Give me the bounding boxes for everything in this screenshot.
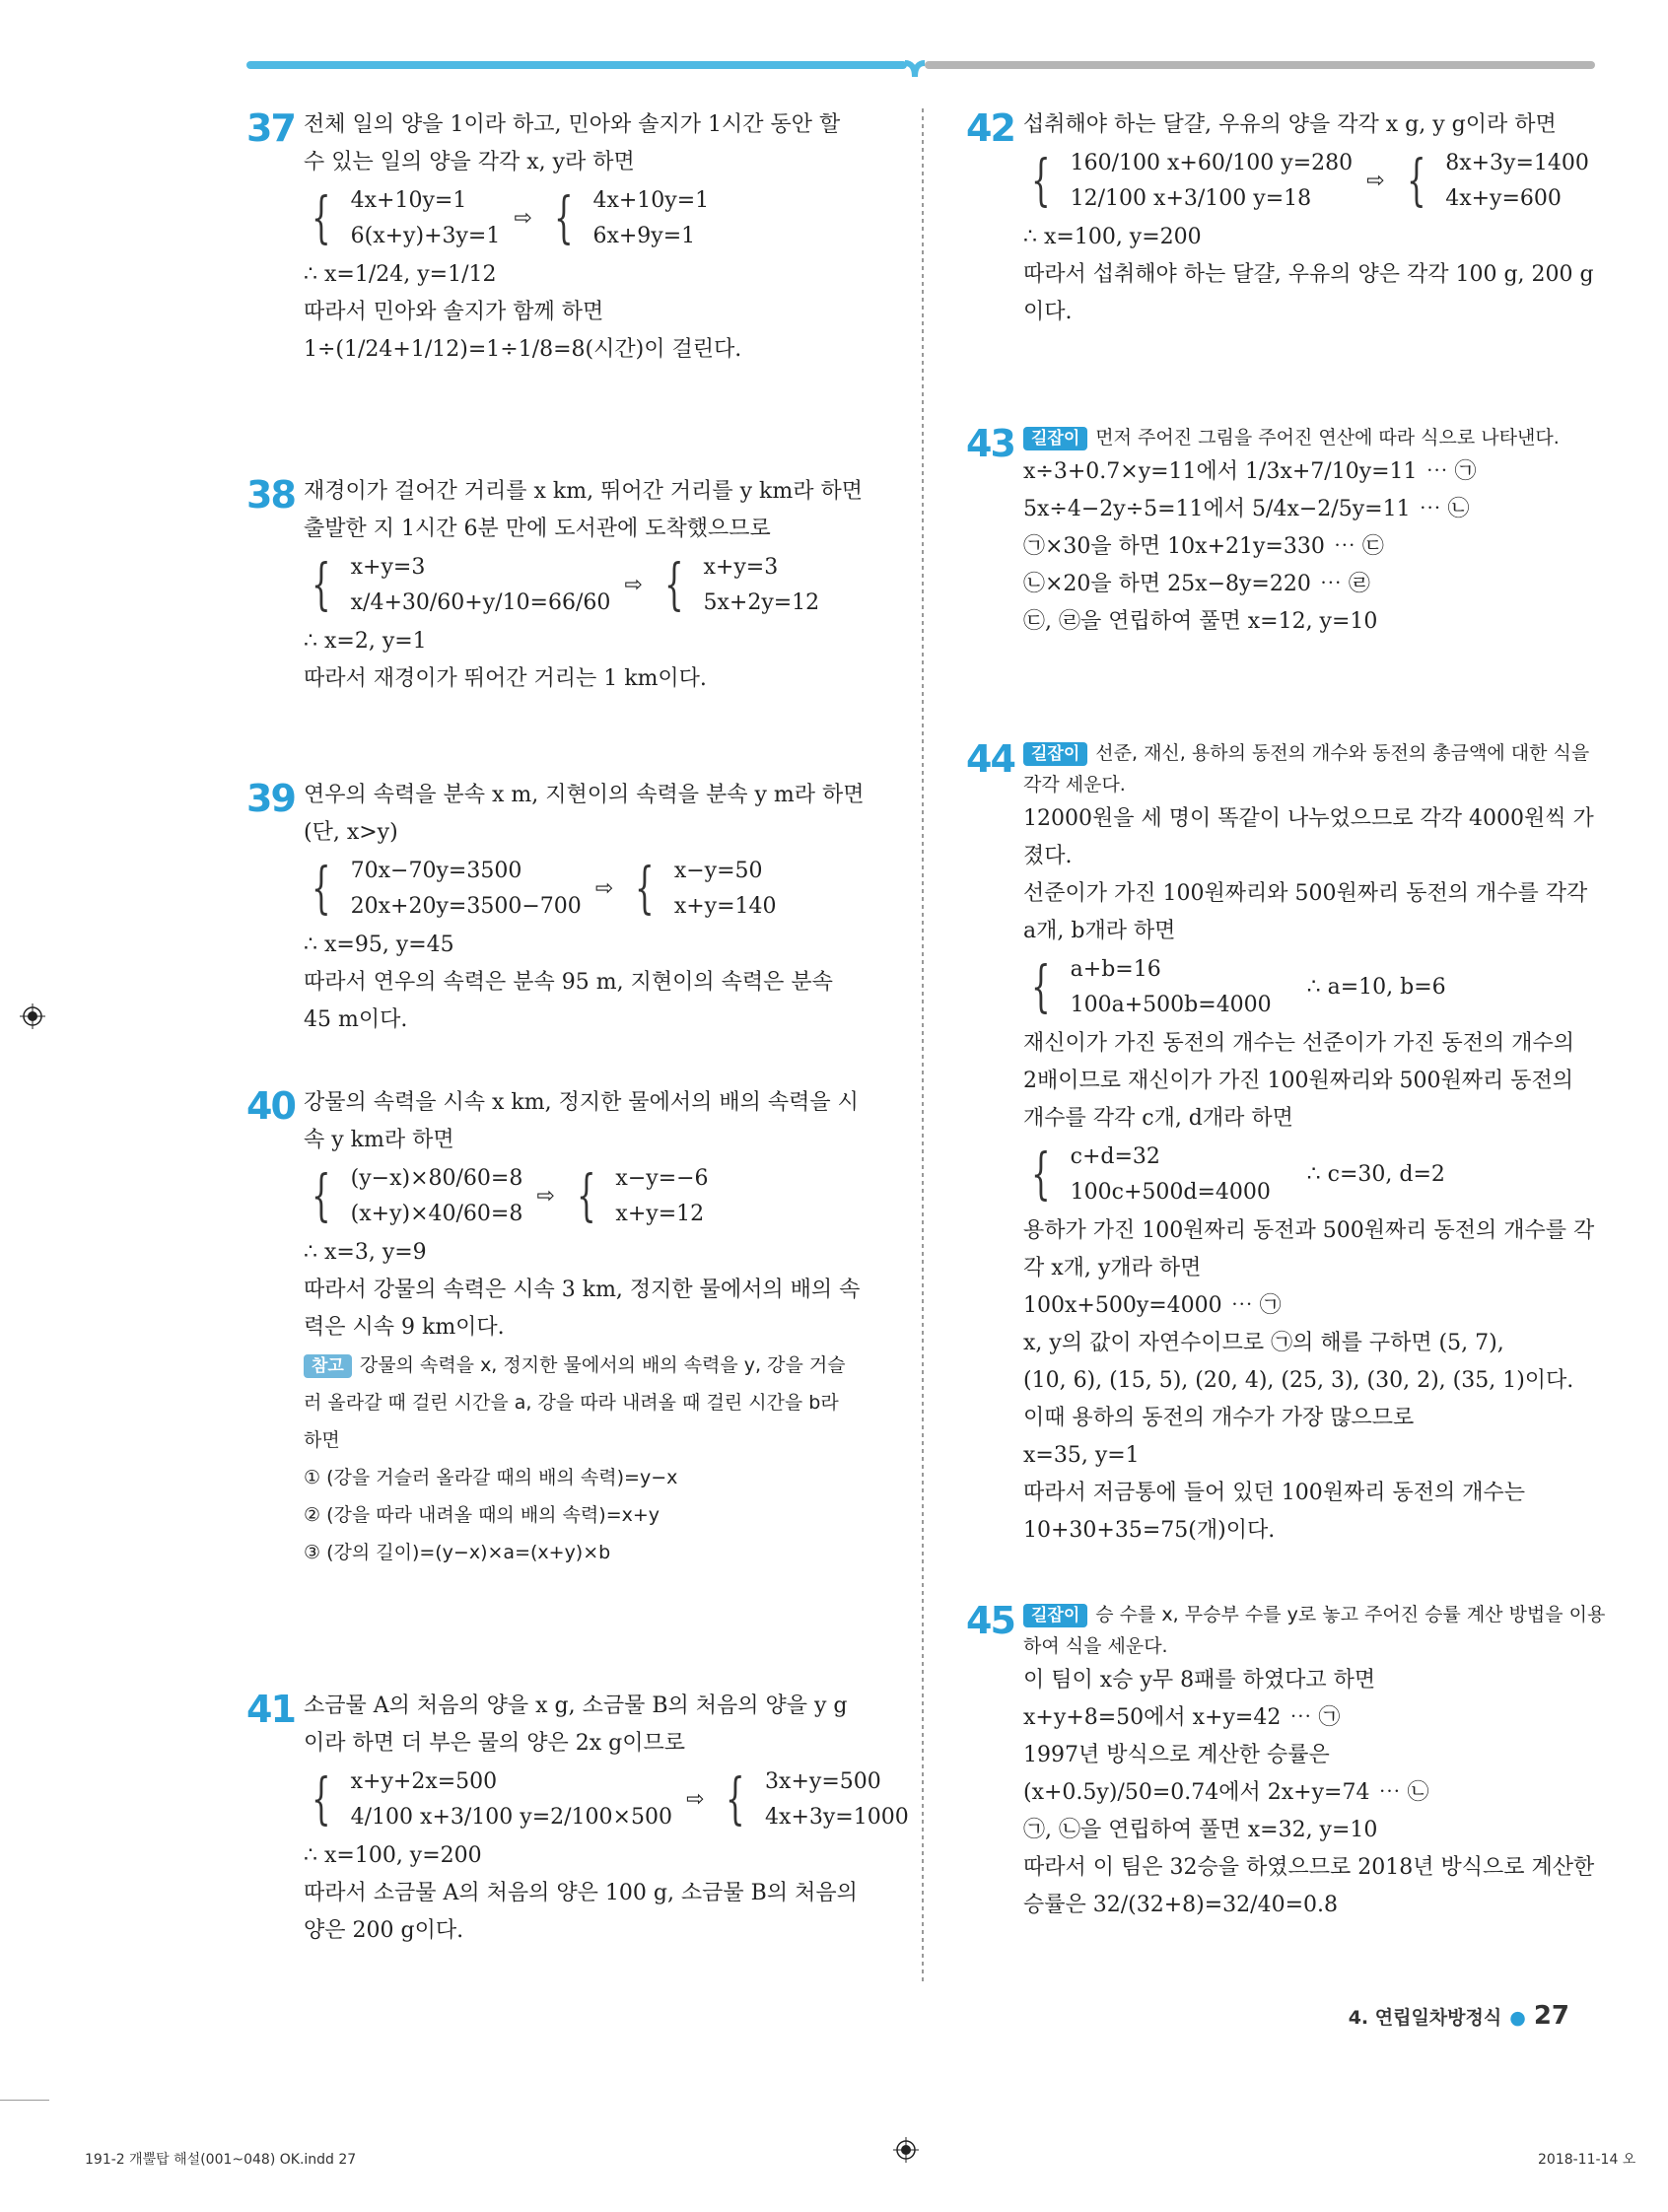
step-text: (x+0.5y)/50=0.74에서 2x+y=74 — [1023, 1780, 1370, 1805]
hint-text: 먼저 주어진 그림을 주어진 연산에 따라 식으로 나타낸다. — [1095, 427, 1560, 449]
step-text: x÷3+0.7×y=11에서 1/3x+7/10y=11 — [1023, 459, 1418, 484]
text-line: 연우의 속력을 분속 x m, 지현이의 속력을 분속 y m라 하면 — [304, 783, 865, 807]
problem-number: 41 — [246, 1688, 295, 1731]
equation: 4x+10y=1 — [592, 188, 710, 213]
equation-system: { 4x+10y=1 6(x+y)+3y=1 ⇨ { 4x+10y=1 6x+9y=1 — [304, 183, 887, 254]
problem-39 — [246, 777, 887, 1039]
equation: 3x+y=500 — [765, 1769, 881, 1794]
equation: x+y+2x=500 — [350, 1769, 498, 1794]
problem-42 — [966, 106, 1597, 331]
problem-37 — [246, 106, 887, 369]
equation: x+y=3 — [350, 555, 426, 580]
note-line: 러 올라갈 때 걸린 시간을 a, 강을 따라 내려올 때 걸린 시간을 b라 — [304, 1392, 839, 1414]
step-row — [1023, 453, 1597, 491]
text-line: x, y의 값이 자연수이므로 ㉠의 해를 구하면 (5, 7), — [1023, 1331, 1504, 1355]
hint-text: 선준, 재신, 용하의 동전의 개수와 동전의 총금액에 대한 식을 — [1095, 742, 1590, 764]
note-line: 강물의 속력을 x, 정지한 물에서의 배의 속력을 y, 강을 거슬 — [359, 1354, 846, 1376]
problem-number: 45 — [966, 1599, 1014, 1642]
equation: 160/100 x+60/100 y=280 — [1070, 151, 1354, 175]
text-line: 따라서 소금물 A의 처음의 양은 100 g, 소금물 B의 처음의 — [304, 1881, 858, 1905]
equation: x+y=140 — [673, 894, 777, 919]
equation: a+b=16 — [1070, 957, 1161, 982]
equation-marker: ⋯ ㉠ — [1425, 459, 1477, 484]
equation-system: { a+b=16 100a+500b=4000 ∴ a=10, b=6 — [1023, 952, 1597, 1023]
implies-arrow-icon: ⇨ — [536, 1184, 555, 1209]
text-line: (단, x>y) — [304, 820, 398, 845]
equation: 100a+500b=4000 — [1070, 993, 1272, 1017]
header-bar-left — [246, 61, 907, 69]
note-block — [304, 1347, 887, 1571]
registration-mark-icon — [20, 1003, 45, 1029]
hint-text: 하여 식을 세운다. — [1023, 1635, 1168, 1657]
equation: 12/100 x+3/100 y=18 — [1070, 186, 1312, 211]
equation-marker: ⋯ ㉡ — [1419, 497, 1470, 521]
implies-arrow-icon: ⇨ — [1366, 169, 1385, 193]
hint-tag: 길잡이 — [1023, 427, 1087, 450]
text-line: a개, b개라 하면 — [1023, 919, 1176, 943]
equation: (x+y)×40/60=8 — [350, 1202, 523, 1226]
text-line: 따라서 민아와 솔지가 함께 하면 — [304, 300, 604, 324]
equation-marker: ⋯ ㉡ — [1378, 1780, 1429, 1805]
text-line: 강물의 속력을 시속 x km, 정지한 물에서의 배의 속력을 시 — [304, 1090, 859, 1115]
step-text: x+y+8=50에서 x+y=42 — [1023, 1705, 1282, 1730]
text-line: 속 y km라 하면 — [304, 1128, 454, 1152]
registration-mark-icon — [893, 2137, 919, 2163]
text-line: ∴ x=3, y=9 — [304, 1240, 427, 1265]
implies-arrow-icon: ⇨ — [685, 1787, 705, 1812]
text-line: 45 m이다. — [304, 1007, 408, 1032]
equation: (y−x)×80/60=8 — [350, 1166, 523, 1191]
equation-system: { x+y+2x=500 4/100 x+3/100 y=2/100×500 ⇨ { 3x+y=500 4x+3y=1000 — [304, 1764, 887, 1835]
problem-41 — [246, 1688, 909, 1950]
step-row — [1023, 1662, 1597, 1699]
text-line: ∴ x=2, y=1 — [304, 629, 427, 654]
equation-marker: ⋯ ㉣ — [1319, 572, 1370, 596]
problem-45 — [966, 1599, 1606, 1924]
text-line: (10, 6), (15, 5), (20, 4), (25, 3), (30, 2), (35, 1)이다. — [1023, 1368, 1574, 1393]
note-tag: 참고 — [304, 1354, 352, 1378]
equation: 8x+3y=1400 — [1445, 151, 1589, 175]
step-text: 이 팀이 x승 y무 8패를 하였다고 하면 — [1023, 1668, 1376, 1693]
text-line: 1÷(1/24+1/12)=1÷1/8=8(시간)이 걸린다. — [304, 337, 742, 362]
step-row — [1023, 566, 1597, 603]
header-notch — [905, 59, 925, 79]
text-line: 이때 용하의 동전의 개수가 가장 많으므로 — [1023, 1406, 1415, 1430]
equation: 4x+3y=1000 — [765, 1805, 909, 1830]
note-line: ② (강을 따라 내려올 때의 배의 속력)=x+y — [304, 1504, 660, 1526]
step-row — [1023, 1774, 1597, 1812]
text-line: 따라서 섭취해야 하는 달걀, 우유의 양은 각각 100 g, 200 g — [1023, 262, 1594, 287]
text-line: 이다. — [1023, 300, 1073, 324]
equation-marker: ⋯ ㉠ — [1289, 1705, 1341, 1730]
text-line: 개수를 각각 c개, d개라 하면 — [1023, 1106, 1293, 1131]
problem-number: 38 — [246, 473, 295, 517]
step-row — [1023, 1812, 1597, 1849]
text-line: 재경이가 걸어간 거리를 x km, 뛰어간 거리를 y km라 하면 — [304, 479, 863, 504]
implies-arrow-icon: ⇨ — [514, 206, 532, 231]
step-text: ㉡×20을 하면 25x−8y=220 — [1023, 572, 1311, 596]
equation: 4x+y=600 — [1445, 186, 1562, 211]
text-line: 선준이가 가진 100원짜리와 500원짜리 동전의 개수를 각각 — [1023, 881, 1588, 906]
step-row — [1023, 603, 1597, 641]
text-line: 따라서 연우의 속력은 분속 95 m, 지현이의 속력은 분속 — [304, 970, 833, 995]
step-text: 따라서 이 팀은 32승을 하였으므로 2018년 방식으로 계산한 — [1023, 1855, 1595, 1880]
equation: 5x+2y=12 — [703, 590, 820, 615]
equation-marker: ⋯ ㉢ — [1333, 534, 1384, 559]
step-row — [1023, 491, 1597, 528]
text-line: 따라서 저금통에 들어 있던 100원짜리 동전의 개수는 — [1023, 1481, 1525, 1505]
implies-arrow-icon: ⇨ — [624, 573, 643, 597]
equation: x−y=−6 — [615, 1166, 709, 1191]
equation: x−y=50 — [673, 859, 763, 883]
equation: 20x+20y=3500−700 — [350, 894, 582, 919]
equation: 100x+500y=4000 — [1023, 1293, 1222, 1318]
problem-40 — [246, 1084, 887, 1571]
step-row — [1023, 1887, 1597, 1924]
text-line: 따라서 강물의 속력은 시속 3 km, 정지한 물에서의 배의 속 — [304, 1278, 861, 1302]
equation: 70x−70y=3500 — [350, 859, 522, 883]
equation-system: { 160/100 x+60/100 y=280 12/100 x+3/100 y=18 ⇨ { 8x+3y=1400 4x+y=600 — [1023, 146, 1597, 217]
text-line: ∴ x=95, y=45 — [304, 933, 454, 957]
text-line: 각 x개, y개라 하면 — [1023, 1256, 1202, 1280]
step-text: ㉠, ㉡을 연립하여 풀면 x=32, y=10 — [1023, 1818, 1378, 1842]
text-line: x=35, y=1 — [1023, 1443, 1140, 1468]
text-line: 력은 시속 9 km이다. — [304, 1315, 505, 1340]
text-line: 소금물 A의 처음의 양을 x g, 소금물 B의 처음의 양을 y g — [304, 1694, 848, 1718]
text-line: 10+30+35=75(개)이다. — [1023, 1518, 1276, 1543]
page-number: 27 — [1533, 2001, 1569, 2031]
problem-number: 44 — [966, 737, 1014, 781]
chapter-title: 4. 연립일차방정식 — [1348, 2007, 1502, 2029]
problem-38 — [246, 473, 887, 698]
equation: 4/100 x+3/100 y=2/100×500 — [350, 1805, 672, 1830]
text-line: 용하가 가진 100원짜리 동전과 500원짜리 동전의 개수를 각 — [1023, 1218, 1595, 1243]
problem-43 — [966, 422, 1597, 641]
equation: x+y=3 — [703, 555, 779, 580]
problem-number: 39 — [246, 777, 295, 820]
equation-marker: ⋯ ㉠ — [1230, 1293, 1282, 1318]
text-line: 출발한 지 1시간 6분 만에 도서관에 도착했으므로 — [304, 517, 771, 541]
equation: 6x+9y=1 — [592, 224, 696, 248]
slug-date: 2018-11-14 오 — [1538, 2152, 1636, 2168]
crop-line — [0, 2100, 49, 2101]
step-row — [1023, 528, 1597, 566]
problem-number: 43 — [966, 422, 1014, 465]
result: ∴ c=30, d=2 — [1306, 1162, 1445, 1187]
step-text: 승률은 32/(32+8)=32/40=0.8 — [1023, 1893, 1339, 1917]
note-line: ① (강을 거슬러 올라갈 때의 배의 속력)=y−x — [304, 1467, 678, 1488]
hint-tag: 길잡이 — [1023, 742, 1087, 766]
step-text: ㉢, ㉣을 연립하여 풀면 x=12, y=10 — [1023, 609, 1378, 634]
text-line: 이라 하면 더 부은 물의 양은 2x g이므로 — [304, 1731, 685, 1756]
equation-system: { x+y=3 x/4+30/60+y/10=66/60 ⇨ { x+y=3 5x+2y=12 — [304, 550, 887, 621]
text-line: 재신이가 가진 동전의 개수는 선준이가 가진 동전의 개수의 — [1023, 1031, 1575, 1056]
equation: x/4+30/60+y/10=66/60 — [350, 590, 611, 615]
equation: c+d=32 — [1070, 1144, 1160, 1169]
problem-number: 40 — [246, 1084, 295, 1128]
text-line: 따라서 재경이가 뛰어간 거리는 1 km이다. — [304, 666, 707, 691]
step-text: ㉠×30을 하면 10x+21y=330 — [1023, 534, 1325, 559]
step-text: 1997년 방식으로 계산한 승률은 — [1023, 1743, 1330, 1767]
hint-text: 각각 세운다. — [1023, 774, 1126, 795]
page-footer — [1349, 2001, 1569, 2031]
step-row — [1023, 1737, 1597, 1774]
bullet-icon: ● — [1509, 2007, 1526, 2029]
equation: 100c+500d=4000 — [1070, 1180, 1271, 1205]
step-text: 5x÷4−2y÷5=11에서 5/4x−2/5y=11 — [1023, 497, 1411, 521]
text-line: 졌다. — [1023, 844, 1073, 868]
implies-arrow-icon: ⇨ — [594, 876, 614, 901]
equation-system: { 70x−70y=3500 20x+20y=3500−700 ⇨ { x−y=50 x+y=140 — [304, 854, 887, 925]
result: ∴ a=10, b=6 — [1306, 975, 1446, 1000]
equation: 6(x+y)+3y=1 — [350, 224, 501, 248]
problem-number: 42 — [966, 106, 1014, 150]
step-row — [1023, 1849, 1597, 1887]
hint-tag: 길잡이 — [1023, 1604, 1087, 1627]
slug-file-info: 191-2 개뿔탑 해설(001~048) OK.indd 27 — [85, 2152, 357, 2168]
note-line: 하면 — [304, 1429, 340, 1451]
note-line: ③ (강의 길이)=(y−x)×a=(x+y)×b — [304, 1542, 611, 1563]
equation-system: { c+d=32 100c+500d=4000 ∴ c=30, d=2 — [1023, 1140, 1597, 1210]
problem-number: 37 — [246, 106, 295, 150]
text-line: 섭취해야 하는 달걀, 우유의 양을 각각 x g, y g이라 하면 — [1023, 112, 1557, 137]
text-line: 2배이므로 재신이가 가진 100원짜리와 500원짜리 동전의 — [1023, 1069, 1573, 1093]
equation: 4x+10y=1 — [350, 188, 467, 213]
step-row — [1023, 1287, 1597, 1325]
text-line: 전체 일의 양을 1이라 하고, 민아와 솔지가 1시간 동안 할 — [304, 112, 841, 137]
text-line: ∴ x=100, y=200 — [1023, 225, 1202, 249]
step-row — [1023, 1699, 1597, 1737]
text-line: 12000원을 세 명이 똑같이 나누었으므로 각각 4000원씩 가 — [1023, 806, 1594, 831]
column-divider — [922, 108, 924, 1981]
text-line: ∴ x=100, y=200 — [304, 1843, 482, 1868]
problem-44 — [966, 737, 1597, 1550]
hint-text: 승 수를 x, 무승부 수를 y로 놓고 주어진 승률 계산 방법을 이용 — [1095, 1604, 1606, 1625]
equation-system: { (y−x)×80/60=8 (x+y)×40/60=8 ⇨ { x−y=−6 x+y=12 — [304, 1161, 887, 1232]
header-bar-right — [925, 61, 1595, 69]
text-line: 수 있는 일의 양을 각각 x, y라 하면 — [304, 150, 635, 174]
equation: x+y=12 — [615, 1202, 705, 1226]
text-line: ∴ x=1/24, y=1/12 — [304, 262, 497, 287]
text-line: 양은 200 g이다. — [304, 1918, 464, 1943]
